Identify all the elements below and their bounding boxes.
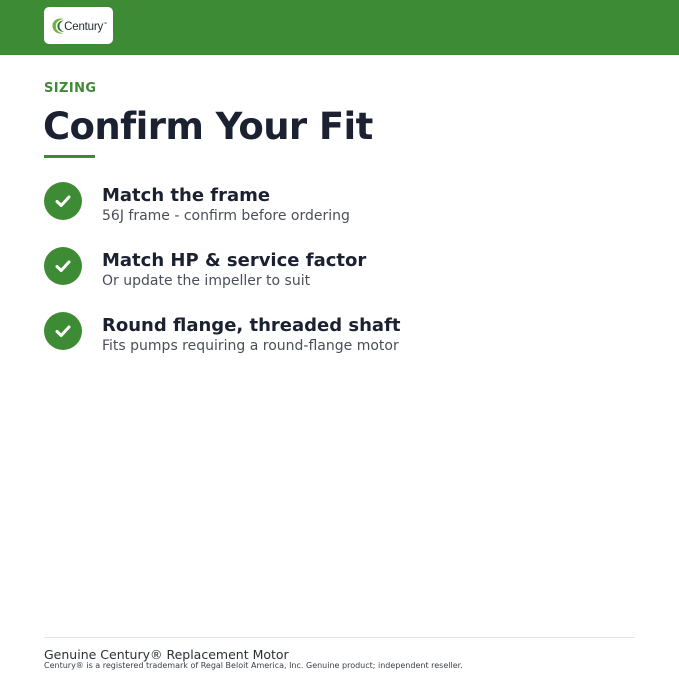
feature-description: Fits pumps requiring a round-flange motor — [102, 338, 399, 354]
check-icon — [44, 182, 82, 220]
check-icon — [44, 312, 82, 350]
section-eyebrow: SIZING — [44, 81, 97, 96]
logo-wordmark: Century™ — [64, 20, 107, 33]
feature-item-hp — [44, 247, 604, 295]
title-underline — [44, 155, 95, 158]
footer-trademark-note: Century® is a registered trademark of Regal Beloit America, Inc. Genuine product; independent reseller. — [44, 661, 463, 670]
feature-item-frame — [44, 182, 604, 230]
feature-description: Or update the impeller to suit — [102, 273, 311, 289]
footer-divider — [44, 637, 635, 638]
century-swoosh-icon — [51, 16, 66, 36]
check-icon — [44, 247, 82, 285]
century-logo — [44, 7, 113, 44]
feature-item-flange — [44, 312, 604, 360]
page-title: Confirm Your Fit — [43, 105, 373, 148]
footer-title: Genuine Century® Replacement Motor — [44, 647, 289, 662]
feature-title: Match HP & service factor — [102, 250, 367, 271]
brand-header-bar — [0, 0, 679, 55]
feature-description: 56J frame - confirm before ordering — [102, 208, 350, 224]
feature-title: Match the frame — [102, 185, 271, 206]
feature-title: Round flange, threaded shaft — [102, 315, 401, 336]
